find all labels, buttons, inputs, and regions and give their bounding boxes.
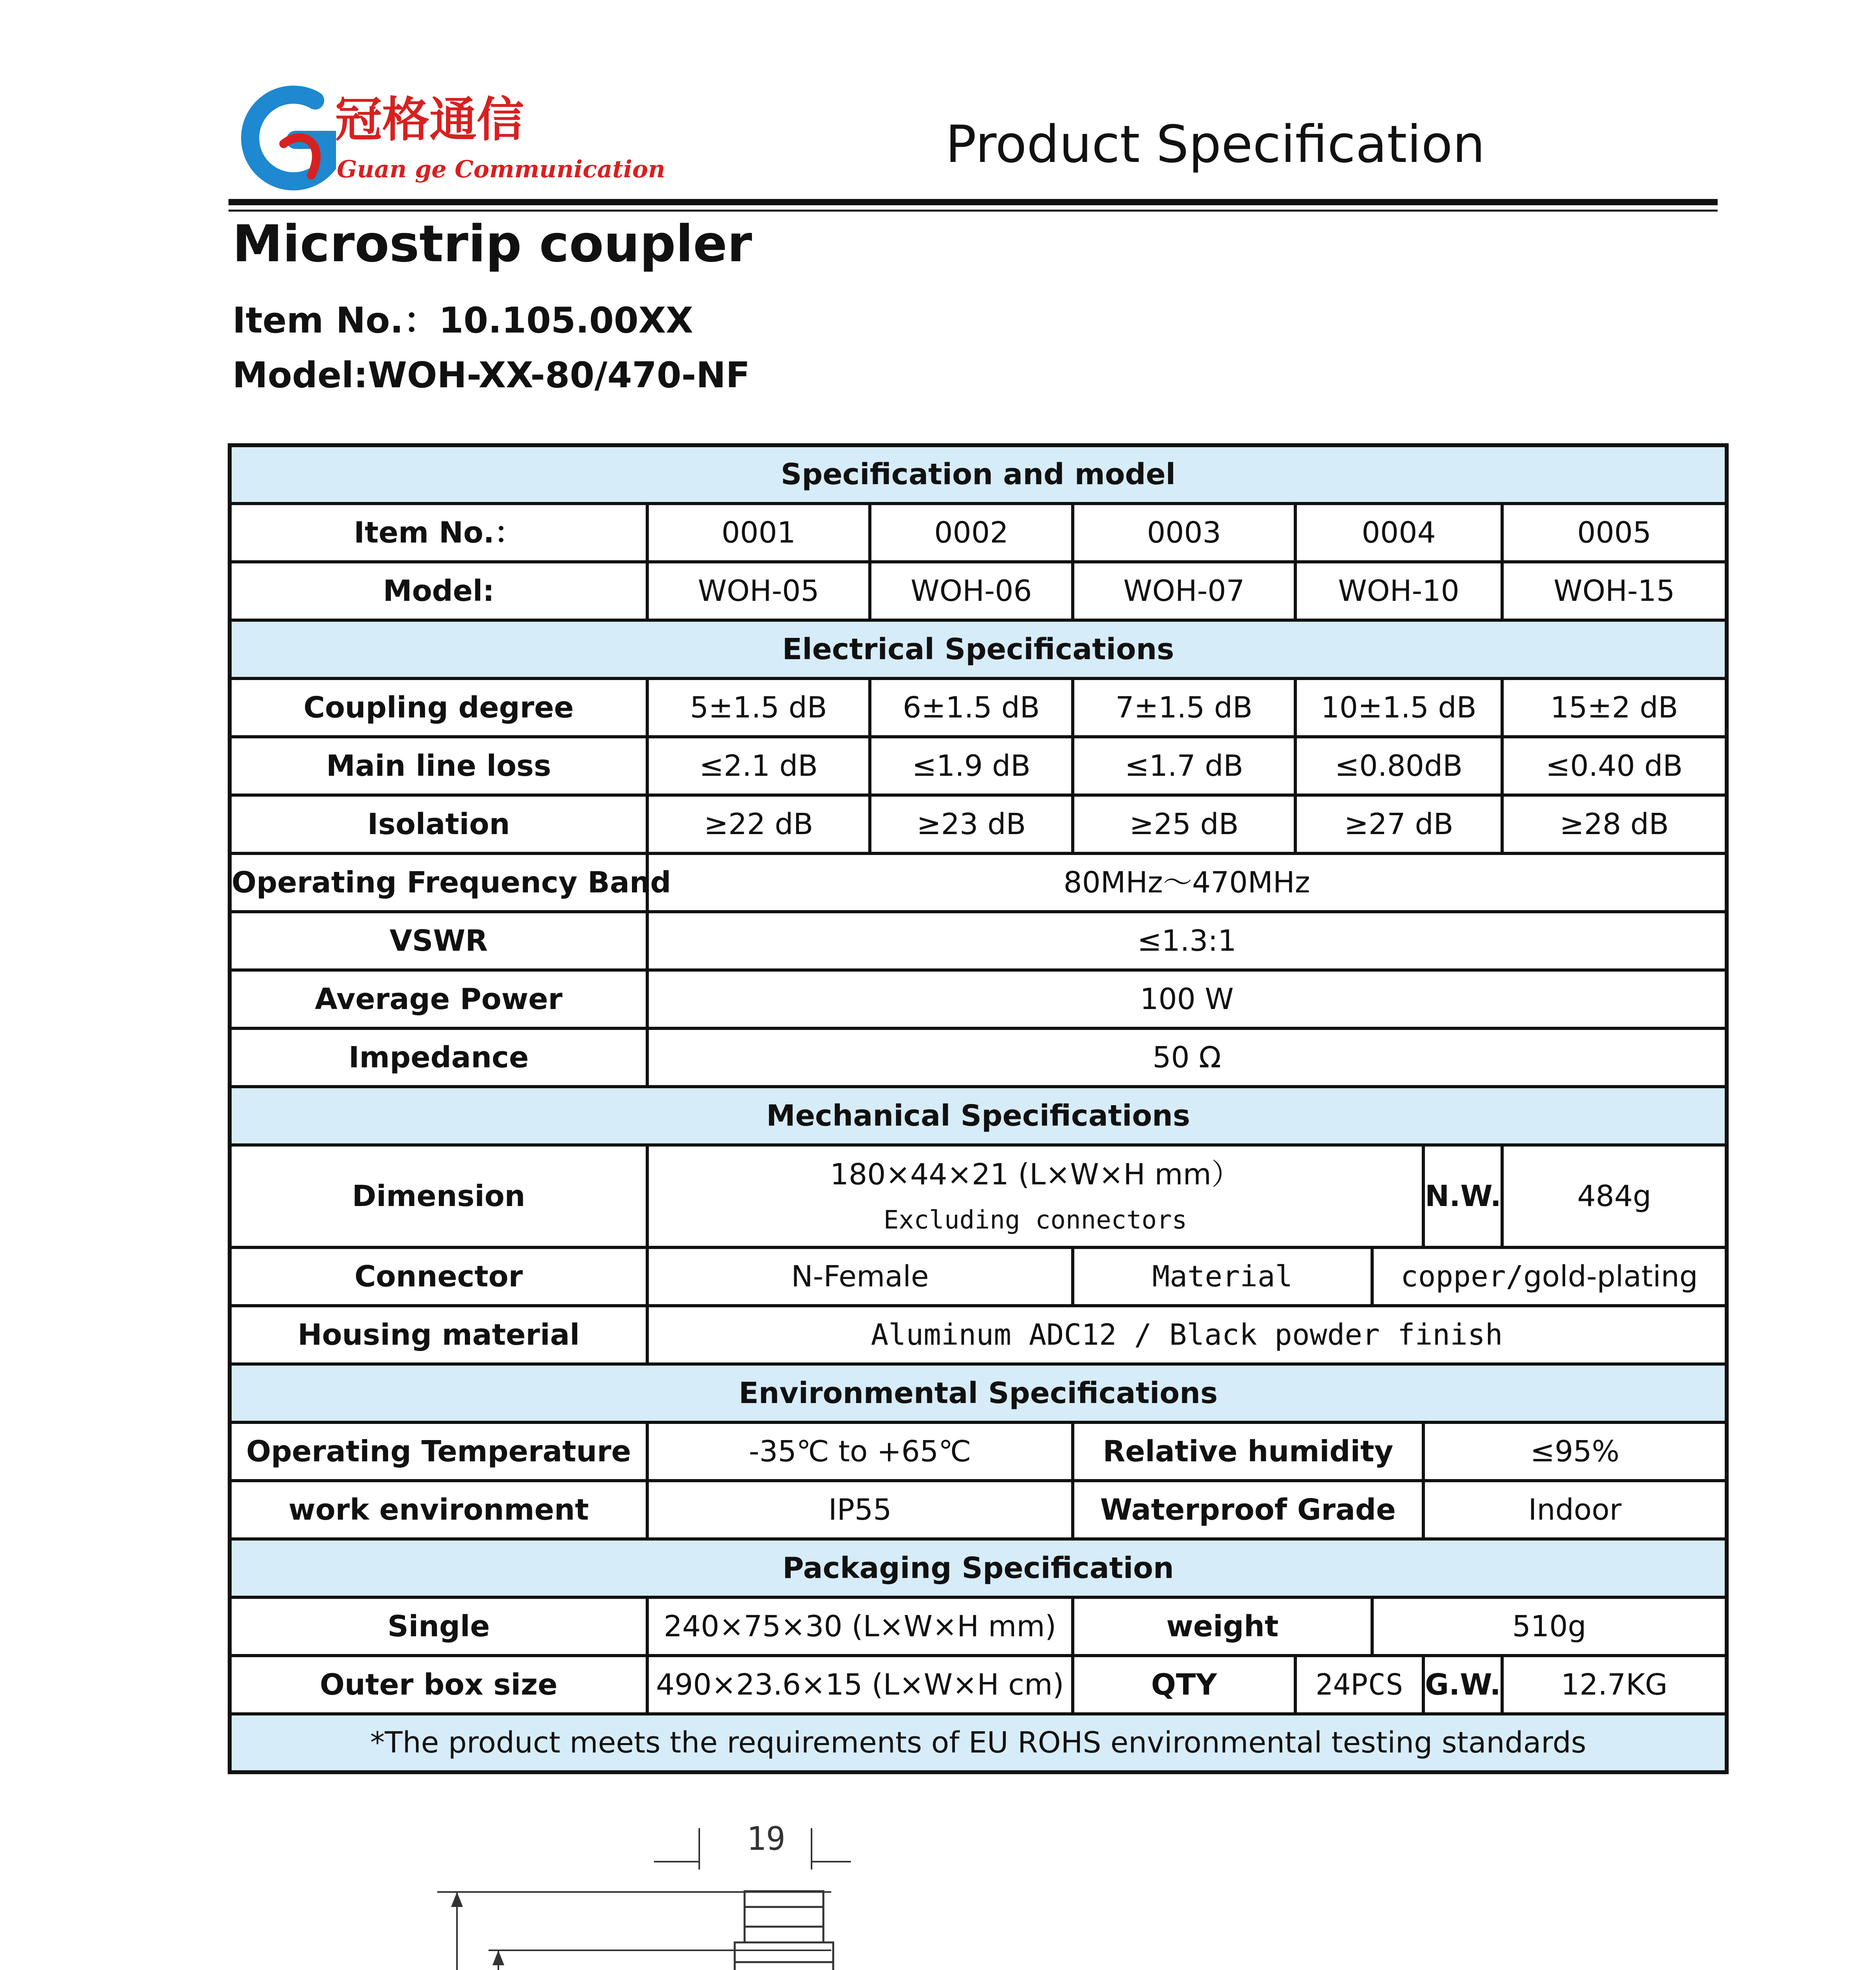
dimension-row <box>230 1145 1727 1247</box>
qty-value: 24PCS <box>1295 1656 1423 1714</box>
isolation-cell: ≥27 dB <box>1295 795 1502 853</box>
isolation-cell: ≥28 dB <box>1502 795 1727 853</box>
section-electrical: Electrical Specifications <box>230 620 1727 678</box>
housing-value: Aluminum ADC12 / Black powder finish <box>647 1306 1727 1364</box>
vswr-row <box>230 912 1727 970</box>
product-name: Microstrip coupler <box>232 215 752 273</box>
coupling-cell: 7±1.5 dB <box>1073 678 1295 737</box>
section-mechanical-row <box>230 1087 1727 1145</box>
impedance-value: 50 Ω <box>647 1028 1727 1087</box>
section-environmental-row <box>230 1364 1727 1422</box>
connector-row <box>230 1247 1727 1306</box>
section-mechanical: Mechanical Specifications <box>230 1087 1727 1145</box>
outer-box-label: Outer box size <box>230 1656 647 1714</box>
temperature-row <box>230 1422 1727 1481</box>
isolation-label: Isolation <box>230 795 647 853</box>
loss-cell: ≤1.7 dB <box>1073 737 1295 795</box>
item-no-cell: 0005 <box>1502 504 1727 562</box>
model-cell: WOH-06 <box>870 562 1073 620</box>
isolation-row <box>230 795 1727 853</box>
gw-value: 12.7KG <box>1502 1656 1727 1714</box>
qty-label: QTY <box>1073 1656 1295 1714</box>
coupling-cell: 15±2 dB <box>1502 678 1727 737</box>
humidity-label: Relative humidity <box>1073 1422 1423 1481</box>
section-spec-model-row <box>230 445 1727 504</box>
section-spec-model: Specification and model <box>230 445 1727 504</box>
material-prefix: copper/ <box>1400 1259 1524 1294</box>
dim-44 <box>489 1950 831 1970</box>
spec-table <box>228 443 1729 1774</box>
dimension-label: Dimension <box>230 1145 647 1247</box>
material-value <box>1372 1247 1727 1306</box>
note-row <box>230 1714 1727 1772</box>
impedance-row <box>230 1028 1727 1087</box>
item-no-cell: 0004 <box>1295 504 1502 562</box>
power-label: Average Power <box>230 970 647 1028</box>
environment-label: work environment <box>230 1481 647 1539</box>
power-value: 100 W <box>647 970 1727 1028</box>
section-packaging: Packaging Specification <box>230 1539 1727 1597</box>
item-no-cell: 0002 <box>870 504 1073 562</box>
freq-label: Operating Frequency Band <box>230 853 647 912</box>
isolation-cell: ≥22 dB <box>647 795 870 853</box>
coup-connector <box>735 1891 833 1970</box>
loss-cell: ≤2.1 dB <box>647 737 870 795</box>
single-row <box>230 1597 1727 1656</box>
coupling-row <box>230 678 1727 737</box>
nw-label: N.W. <box>1423 1145 1502 1247</box>
header-rule-thin <box>228 210 1718 212</box>
logo-en-text: Guan ge Communication <box>337 156 665 183</box>
item-no-label: Item No.： <box>230 504 647 562</box>
temperature-label: Operating Temperature <box>230 1422 647 1481</box>
power-row <box>230 970 1727 1028</box>
connector-label: Connector <box>230 1247 647 1306</box>
outer-box-row <box>230 1656 1727 1714</box>
temperature-value: -35℃ to +65℃ <box>647 1422 1073 1481</box>
waterproof-value: Indoor <box>1423 1481 1727 1539</box>
model-cell: WOH-07 <box>1073 562 1295 620</box>
dimension-text: 180×44×21 (L×W×H mm） <box>830 1157 1241 1191</box>
single-value: 240×75×30 (L×W×H mm) <box>647 1597 1073 1656</box>
isolation-cell: ≥25 dB <box>1073 795 1295 853</box>
dimension-value <box>647 1145 1423 1247</box>
technical-drawing <box>378 1808 1513 1970</box>
environment-row <box>230 1481 1727 1539</box>
company-logo <box>236 85 665 195</box>
product-model: Model:WOH-XX-80/470-NF <box>232 355 750 396</box>
document-title: Product Specification <box>945 114 1485 174</box>
section-electrical-row <box>230 620 1727 678</box>
vswr-label: VSWR <box>230 912 647 970</box>
product-item-no: Item No.：10.105.00XX <box>232 300 693 341</box>
housing-row <box>230 1306 1727 1364</box>
coupling-cell: 5±1.5 dB <box>647 678 870 737</box>
freq-row <box>230 853 1727 912</box>
weight-value: 510g <box>1372 1597 1727 1656</box>
model-row <box>230 562 1727 620</box>
impedance-label: Impedance <box>230 1028 647 1087</box>
connector-value: N-Female <box>647 1247 1073 1306</box>
gw-label: G.W. <box>1423 1656 1502 1714</box>
item-no-row <box>230 504 1727 562</box>
logo-cn-text: 冠格通信 <box>335 92 524 147</box>
coupling-label: Coupling degree <box>230 678 647 737</box>
model-cell: WOH-05 <box>647 562 870 620</box>
dim-19-text: 19 <box>747 1820 786 1858</box>
loss-label: Main line loss <box>230 737 647 795</box>
weight-label: weight <box>1073 1597 1372 1656</box>
material-label: Material <box>1073 1247 1372 1306</box>
material-suffix: gold-plating <box>1523 1259 1698 1294</box>
coupling-cell: 10±1.5 dB <box>1295 678 1502 737</box>
model-cell: WOH-15 <box>1502 562 1727 620</box>
outer-box-value: 490×23.6×15 (L×W×H cm) <box>647 1656 1073 1714</box>
section-packaging-row <box>230 1539 1727 1597</box>
loss-cell: ≤1.9 dB <box>870 737 1073 795</box>
header-rule-thick <box>228 199 1718 205</box>
model-label: Model: <box>230 562 647 620</box>
section-environmental: Environmental Specifications <box>230 1364 1727 1422</box>
nw-value: 484g <box>1502 1145 1727 1247</box>
housing-label: Housing material <box>230 1306 647 1364</box>
waterproof-label: Waterproof Grade <box>1073 1481 1423 1539</box>
rohs-note: *The product meets the requirements of EU ROHS environmental testing standards <box>230 1714 1727 1772</box>
item-no-cell: 0003 <box>1073 504 1295 562</box>
item-no-cell: 0001 <box>647 504 870 562</box>
dimension-note: Excluding connectors <box>883 1206 1187 1235</box>
isolation-cell: ≥23 dB <box>870 795 1073 853</box>
environment-value: IP55 <box>647 1481 1073 1539</box>
freq-value: 80MHz～470MHz <box>647 853 1727 912</box>
single-label: Single <box>230 1597 647 1656</box>
loss-cell: ≤0.80dB <box>1295 737 1502 795</box>
vswr-value: ≤1.3:1 <box>647 912 1727 970</box>
loss-row <box>230 737 1727 795</box>
model-cell: WOH-10 <box>1295 562 1502 620</box>
loss-cell: ≤0.40 dB <box>1502 737 1727 795</box>
humidity-value: ≤95% <box>1423 1422 1727 1481</box>
coupling-cell: 6±1.5 dB <box>870 678 1073 737</box>
